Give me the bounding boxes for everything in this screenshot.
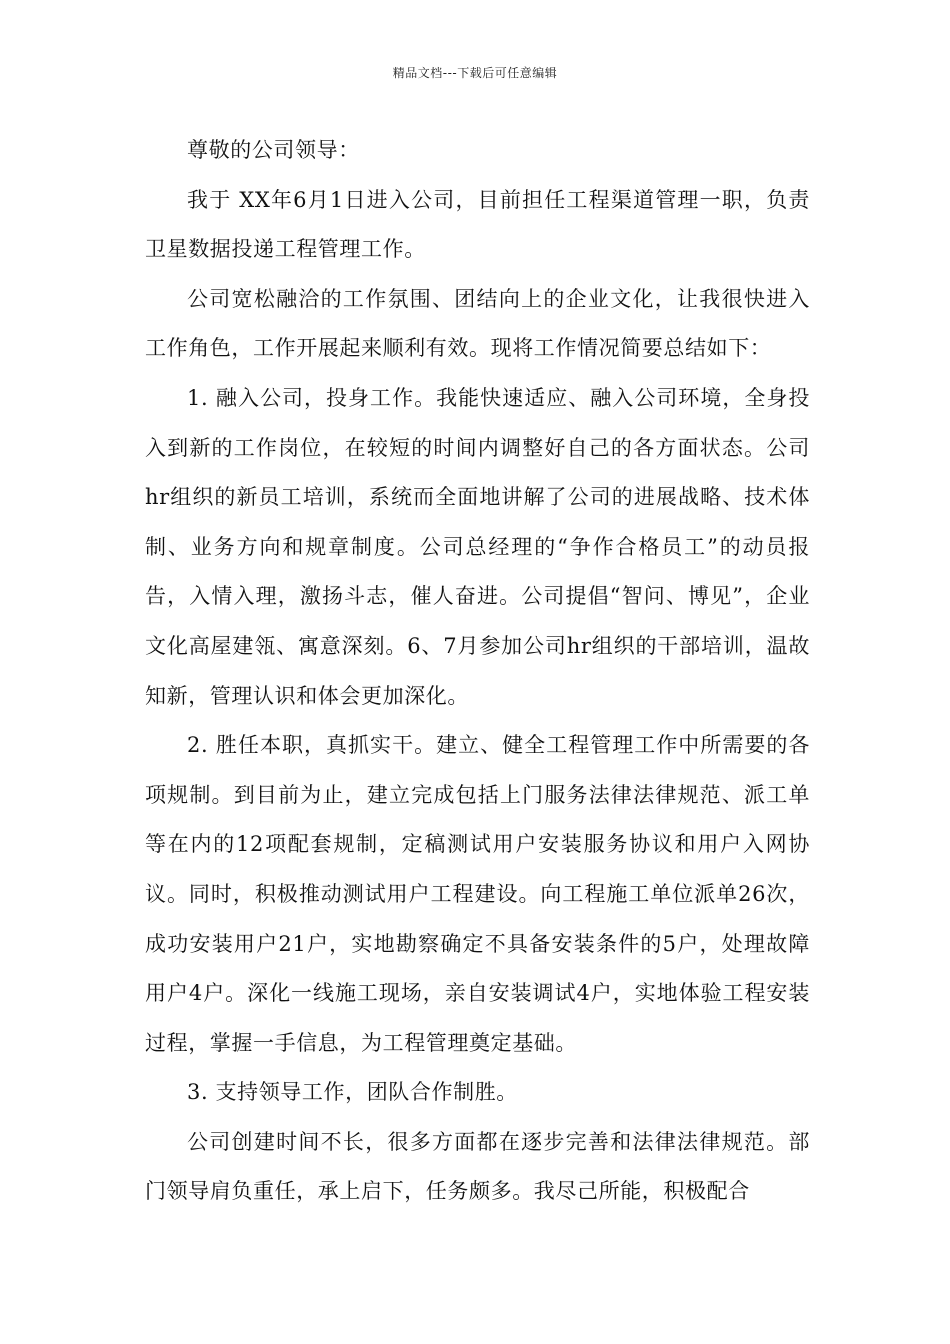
paragraph-item-1: 1. 融入公司，投身工作。我能快速适应、融入公司环境，全身投入到新的工作岗位，在较短的时间内调整好自己的各方面状态。公司hr组织的新员工培训，系统而全面地讲解了公司的进展战略、技术体制、业务方向和规章制度。公司总经理的“争作合格员工”的动员报告，入情入理，激扬斗志，催人奋进。公司提倡“智问、博见”，企业文化高屋建瓴、寓意深刻。6、7月参加公司hr组织的干部培训，温故知新，管理认识和体会更加深化。	[145, 385, 810, 708]
salutation: 尊敬的公司领导：	[187, 138, 360, 162]
paragraph-item-2: 2. 胜任本职，真抓实干。建立、健全工程管理工作中所需要的各项规制。到目前为止，建立完成包括上门服务法律法律规范、派工单等在内的12项配套规制，定稿测试用户安装服务协议和用户入网协议。同时，积极推动测试用户工程建设。向工程施工单位派单26次，成功安装用户21户，实地勘察确定不具备安装条件的5户，处理故障用户4户。深化一线施工现场，亲自安装调试4户，实地体验工程安装过程，掌握一手信息，为工程管理奠定基础。	[145, 733, 810, 1055]
paragraph-item-3: 3. 支持领导工作，团队合作制胜。	[187, 1080, 518, 1105]
page-header: 精品文档---下载后可任意编辑	[392, 66, 558, 80]
paragraph-support: 公司创建时间不长，很多方面都在逐步完善和法律法律规范。部门领导肩负重任，承上启下，任务颇多。我尽己所能，积极配合	[145, 1129, 810, 1204]
paragraph-culture: 公司宽松融洽的工作氛围、团结向上的企业文化，让我很快进入工作角色，工作开展起来顺利有效。现将工作情况简要总结如下：	[145, 286, 810, 361]
document-body	[145, 126, 810, 1217]
paragraph-intro: 我于 XX年6月1日进入公司，目前担任工程渠道管理一职，负责卫星数据投递工程管理工作。	[145, 187, 810, 262]
